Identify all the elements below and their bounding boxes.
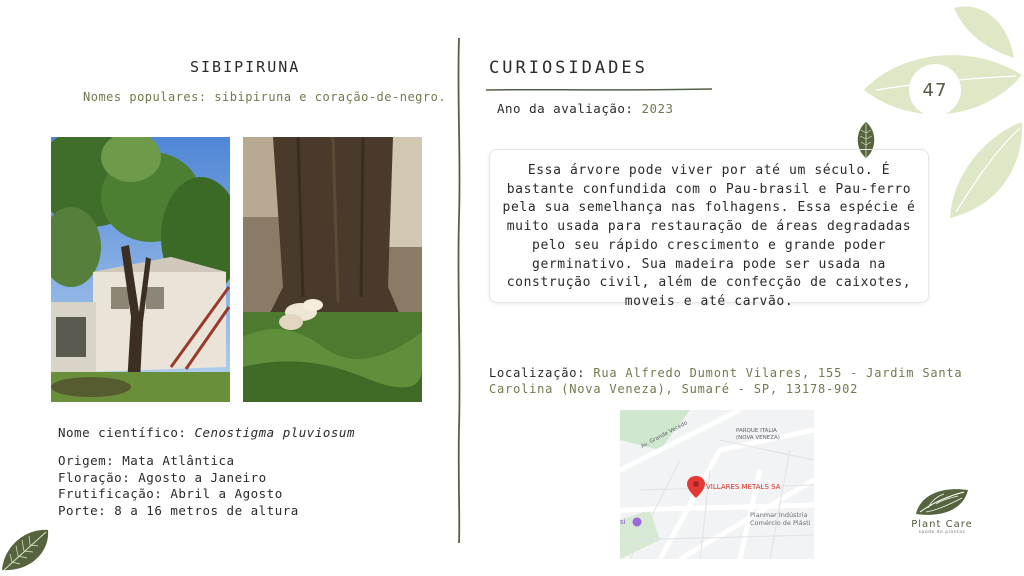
- map-pin-label: VILLARES METALS SA: [706, 483, 781, 491]
- location-map[interactable]: [620, 410, 814, 559]
- fact-flowering: [58, 470, 299, 487]
- fact-size: [58, 503, 299, 520]
- evaluation-year-label: Ano da avaliação:: [497, 101, 634, 116]
- corner-leaf-icon: [0, 524, 52, 576]
- popular-names-label: Nomes populares:: [83, 90, 207, 104]
- evaluation-year-value: 2023: [641, 101, 674, 116]
- popular-names-value: sibipiruna e coração-de-negro.: [214, 90, 447, 104]
- scientific-name: [58, 425, 355, 440]
- trunk-photo: [243, 137, 422, 402]
- scientific-name-label: Nome científico:: [58, 425, 187, 440]
- popular-names: [83, 90, 446, 104]
- fact-value: Agosto a Janeiro: [138, 469, 267, 485]
- plant-care-logo: [900, 486, 984, 542]
- page-number: 47: [909, 64, 961, 116]
- column-divider: [454, 38, 464, 543]
- species-title: SIBIPIRUNA: [190, 58, 301, 76]
- map-area-label-2: (NOVA VENEZA): [736, 435, 780, 441]
- fact-origin: [58, 453, 299, 470]
- fact-label: Floração:: [58, 469, 131, 485]
- fact-value: Mata Atlântica: [122, 453, 235, 468]
- map-street-label: Av. Grande Vecedo: [640, 420, 689, 450]
- fact-label: Porte:: [58, 502, 107, 518]
- scientific-name-value: Cenostigma pluviosum: [194, 425, 355, 440]
- title-underline: [486, 78, 712, 84]
- location-value: Rua Alfredo Dumont Vilares, 155 - Jardim Santa Carolina (Nova Veneza), Sumaré - SP, 13178-902: [489, 366, 963, 396]
- fact-value: Abril a Agosto: [170, 486, 283, 501]
- fact-value: 8 a 16 metros de altura: [114, 502, 299, 518]
- map-area-label-1: PARQUE ITALIA: [736, 428, 777, 434]
- evaluation-year: [497, 101, 674, 116]
- location: [489, 366, 969, 397]
- location-label: Localização:: [489, 366, 586, 380]
- species-facts: [58, 453, 299, 519]
- fact-label: Origem:: [58, 453, 115, 468]
- map-poi-icon: [633, 518, 642, 527]
- map-place-label-2: Comércio de Plásti: [750, 519, 811, 527]
- tree-photo: [51, 137, 230, 402]
- map-edge-label: si: [620, 518, 626, 526]
- fact-label: Frutificação:: [58, 486, 163, 501]
- logo-tagline: saúde de plantas: [918, 530, 966, 535]
- fact-fruiting: [58, 486, 299, 503]
- logo-leaf-icon: [914, 486, 970, 518]
- logo-name: Plant Care: [911, 519, 973, 530]
- map-place-label-1: Planmar Indústria: [750, 511, 808, 519]
- description-text: Essa árvore pode viver por até um século. É bastante confundida com o Pau-brasil e Pau-ferro pela sua semelhança nas folhagens. Essa espécie é muito usada para restauração de áreas degradadas pelo seu rápido crescimento e grande poder germinativo. Sua madeira pode ser usada na construção civil, além de confecção de caixotes, moveis e até carvão.: [502, 163, 916, 309]
- curiosities-title: CURIOSIDADES: [489, 58, 648, 78]
